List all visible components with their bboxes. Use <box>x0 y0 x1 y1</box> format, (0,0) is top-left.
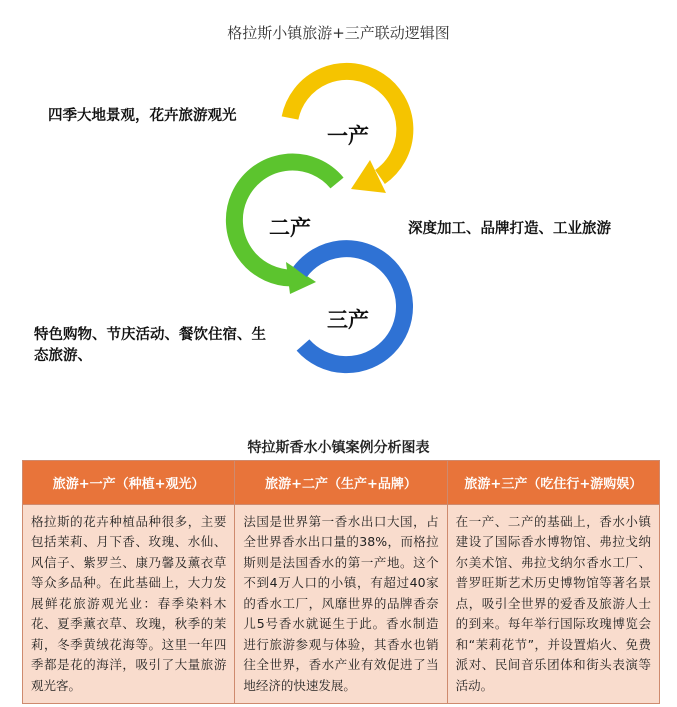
annotation-primary: 四季大地景观，花卉旅游观光 <box>48 108 237 124</box>
column-header: 旅游+一产（种植+观光） <box>23 461 234 505</box>
case-analysis-table <box>22 460 660 704</box>
table-column <box>23 461 235 703</box>
column-header: 旅游+二产（生产+品牌） <box>235 461 446 505</box>
ring-1-label: 一产 <box>327 124 369 148</box>
annotation-tertiary: 特色购物、节庆活动、餐饮住宿、生态旅游、 <box>34 327 266 364</box>
ring-2-label: 二产 <box>269 216 311 240</box>
column-body: 法国是世界第一香水出口大国，占全世界香水出口量的38%，而格拉斯则是法国香水的第一产地。这个不到4万人口的小镇，有超过40家的香水工厂，风靡世界的品牌香奈儿5号香水就诞生于此。香水制造进行旅游参观与体验，其香水也销往全世界，香水产业有效促进了当地经济的快速发展。 <box>235 505 446 704</box>
table-column <box>235 461 447 703</box>
column-body: 格拉斯的花卉种植品种很多，主要包括茉莉、月下香、玫瑰、水仙、风信子、紫罗兰、康乃馨及薰衣草等众多品种。在此基础上，大力发展鲜花旅游观光业：春季染料木花、夏季薰衣草、玫瑰，秋季的茉莉，冬季黄绒花海等。这里一年四季都是花的海洋，吸引了大量旅游观光客。 <box>23 505 234 704</box>
diagram-title: 格拉斯小镇旅游+三产联动逻辑图 <box>227 24 450 42</box>
table-title: 特拉斯香水小镇案例分析图表 <box>247 440 430 456</box>
column-header: 旅游+三产（吃住行+游购娱） <box>448 461 659 505</box>
annotation-secondary: 深度加工、品牌打造、工业旅游 <box>408 221 611 237</box>
table-column <box>448 461 659 703</box>
ring-3-label: 三产 <box>327 308 369 332</box>
column-body: 在一产、二产的基础上，香水小镇建设了国际香水博物馆、弗拉戈纳尔美术馆、弗拉戈纳尔香水工厂、普罗旺斯艺术历史博物馆等著名景点，吸引全世界的爱香及旅游人士的到来。每年举行国际玫瑰博览会和“茉莉花节”，并设置焰火、免费派对、民间音乐团体和街头表演等活动。 <box>448 505 659 704</box>
